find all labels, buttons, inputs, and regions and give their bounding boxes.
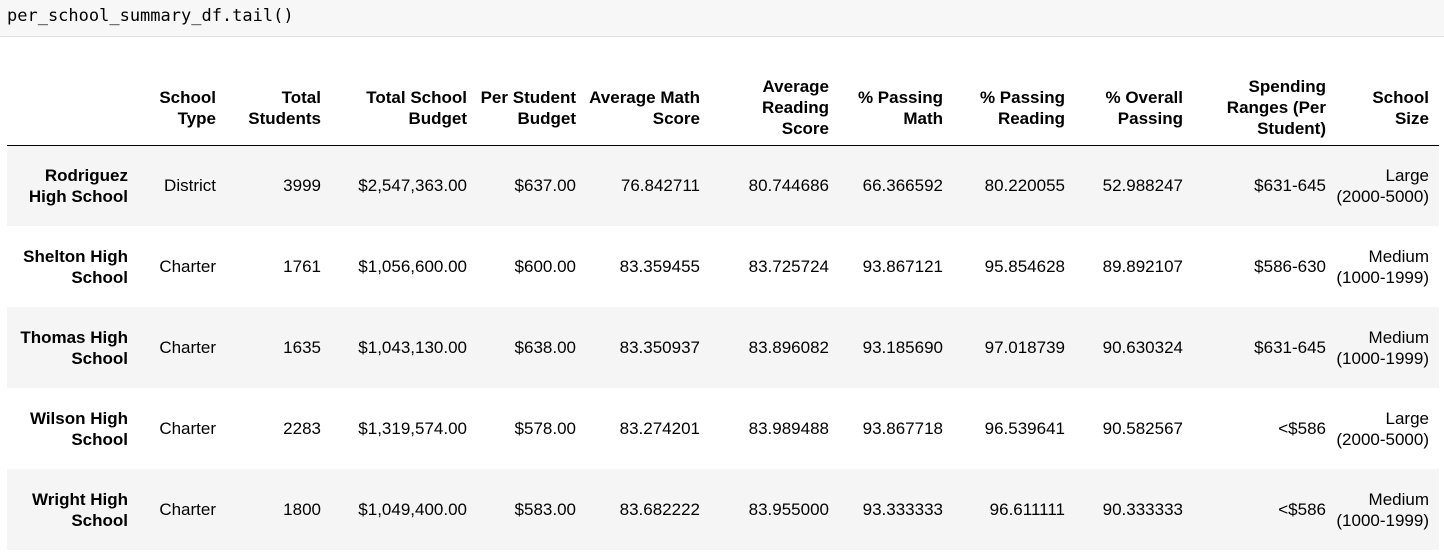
cell-school-type: Charter: [159, 257, 216, 276]
dataframe-table: [7, 71, 1439, 550]
cell-total-students: 1800: [283, 500, 321, 519]
cell-average-reading-score: 80.744686: [748, 176, 829, 196]
code-cell[interactable]: [0, 0, 1444, 37]
cell-average-math-score: 83.359455: [619, 257, 700, 276]
cell-passing-reading: 96.539641: [984, 419, 1065, 438]
cell-total-students: 1635: [283, 338, 321, 357]
table-row: [7, 388, 1439, 469]
cell-school-size: Medium (1000-1999): [1336, 327, 1429, 368]
cell-per-student-budget: $637.00: [514, 176, 576, 196]
cell-passing-reading: 80.220055: [984, 176, 1065, 196]
cell-average-math-score: 83.682222: [619, 500, 700, 519]
row-index: Rodriguez High School: [28, 165, 128, 206]
row-index: Wright High School: [32, 489, 128, 530]
cell-passing-reading: 95.854628: [984, 257, 1065, 276]
cell-spending-range: $631-645: [1254, 338, 1326, 357]
cell-passing-reading: 97.018739: [984, 338, 1065, 357]
cell-spending-range: $586-630: [1254, 257, 1326, 276]
cell-total-students: 1761: [283, 257, 321, 276]
cell-passing-math: 93.867121: [862, 257, 943, 276]
cell-overall-passing: 89.892107: [1102, 257, 1183, 276]
table-row: [7, 307, 1439, 388]
table-row: [7, 226, 1439, 307]
cell-total-students: 2283: [283, 419, 321, 438]
cell-overall-passing: 90.630324: [1102, 338, 1183, 357]
cell-total-school-budget: $2,547,363.00: [358, 176, 467, 196]
cell-total-students: 3999: [283, 176, 321, 196]
cell-spending-range: <$586: [1278, 500, 1326, 519]
col-header-school-size: School Size: [1336, 71, 1439, 145]
cell-average-math-score: 76.842711: [620, 176, 700, 196]
cell-school-type: Charter: [159, 419, 216, 438]
cell-average-math-score: 83.274201: [619, 419, 700, 438]
cell-per-student-budget: $638.00: [514, 338, 576, 357]
cell-overall-passing: 90.582567: [1102, 419, 1183, 438]
cell-passing-reading: 96.611111: [989, 500, 1065, 519]
col-header-average-reading-score: Average Reading Score: [710, 71, 839, 145]
row-index: Thomas High School: [20, 327, 128, 368]
cell-spending-range: <$586: [1278, 419, 1326, 438]
col-header-total-students: Total Students: [226, 71, 331, 145]
col-header-average-math-score: Average Math Score: [586, 71, 710, 145]
code-input[interactable]: per_school_summary_df.tail(): [7, 6, 294, 26]
col-header-passing-reading: % Passing Reading: [953, 71, 1075, 145]
cell-school-size: Medium (1000-1999): [1336, 489, 1429, 530]
cell-average-reading-score: 83.955000: [748, 500, 829, 519]
cell-average-reading-score: 83.725724: [748, 257, 829, 276]
cell-school-type: Charter: [159, 338, 216, 357]
cell-passing-math: 93.333333: [862, 500, 943, 519]
index-header: [7, 71, 138, 145]
cell-spending-range: $631-645: [1254, 176, 1326, 196]
cell-per-student-budget: $578.00: [514, 419, 576, 438]
col-header-school-type: School Type: [138, 71, 226, 145]
cell-passing-math: 93.867718: [862, 419, 943, 438]
cell-passing-math: 93.185690: [862, 338, 943, 357]
col-header-spending-ranges: Spending Ranges (Per Student): [1193, 71, 1336, 145]
cell-school-size: Large (2000-5000): [1336, 408, 1429, 449]
cell-per-student-budget: $583.00: [514, 500, 576, 519]
cell-school-size: Large (2000-5000): [1336, 165, 1429, 206]
cell-total-school-budget: $1,043,130.00: [358, 338, 467, 357]
cell-average-math-score: 83.350937: [619, 338, 700, 357]
col-header-per-student-budget: Per Student Budget: [477, 71, 586, 145]
cell-average-reading-score: 83.989488: [748, 419, 829, 438]
cell-per-student-budget: $600.00: [514, 257, 576, 276]
cell-overall-passing: 90.333333: [1102, 500, 1183, 519]
cell-school-type: Charter: [159, 500, 216, 519]
col-header-passing-math: % Passing Math: [839, 71, 953, 145]
cell-passing-math: 66.366592: [862, 176, 943, 196]
table-row: [7, 469, 1439, 550]
header-row: [7, 71, 1439, 145]
cell-total-school-budget: $1,056,600.00: [358, 257, 467, 276]
col-header-overall-passing: % Overall Passing: [1075, 71, 1193, 145]
cell-school-size: Medium (1000-1999): [1336, 246, 1429, 287]
cell-average-reading-score: 83.896082: [748, 338, 829, 357]
cell-school-type: District: [164, 176, 216, 196]
cell-total-school-budget: $1,049,400.00: [358, 500, 467, 519]
col-header-total-school-budget: Total School Budget: [331, 71, 477, 145]
row-index: Wilson High School: [29, 408, 128, 449]
cell-overall-passing: 52.988247: [1102, 176, 1183, 196]
row-index: Shelton High School: [23, 246, 128, 287]
cell-total-school-budget: $1,319,574.00: [358, 419, 467, 438]
table-row: [7, 145, 1439, 226]
